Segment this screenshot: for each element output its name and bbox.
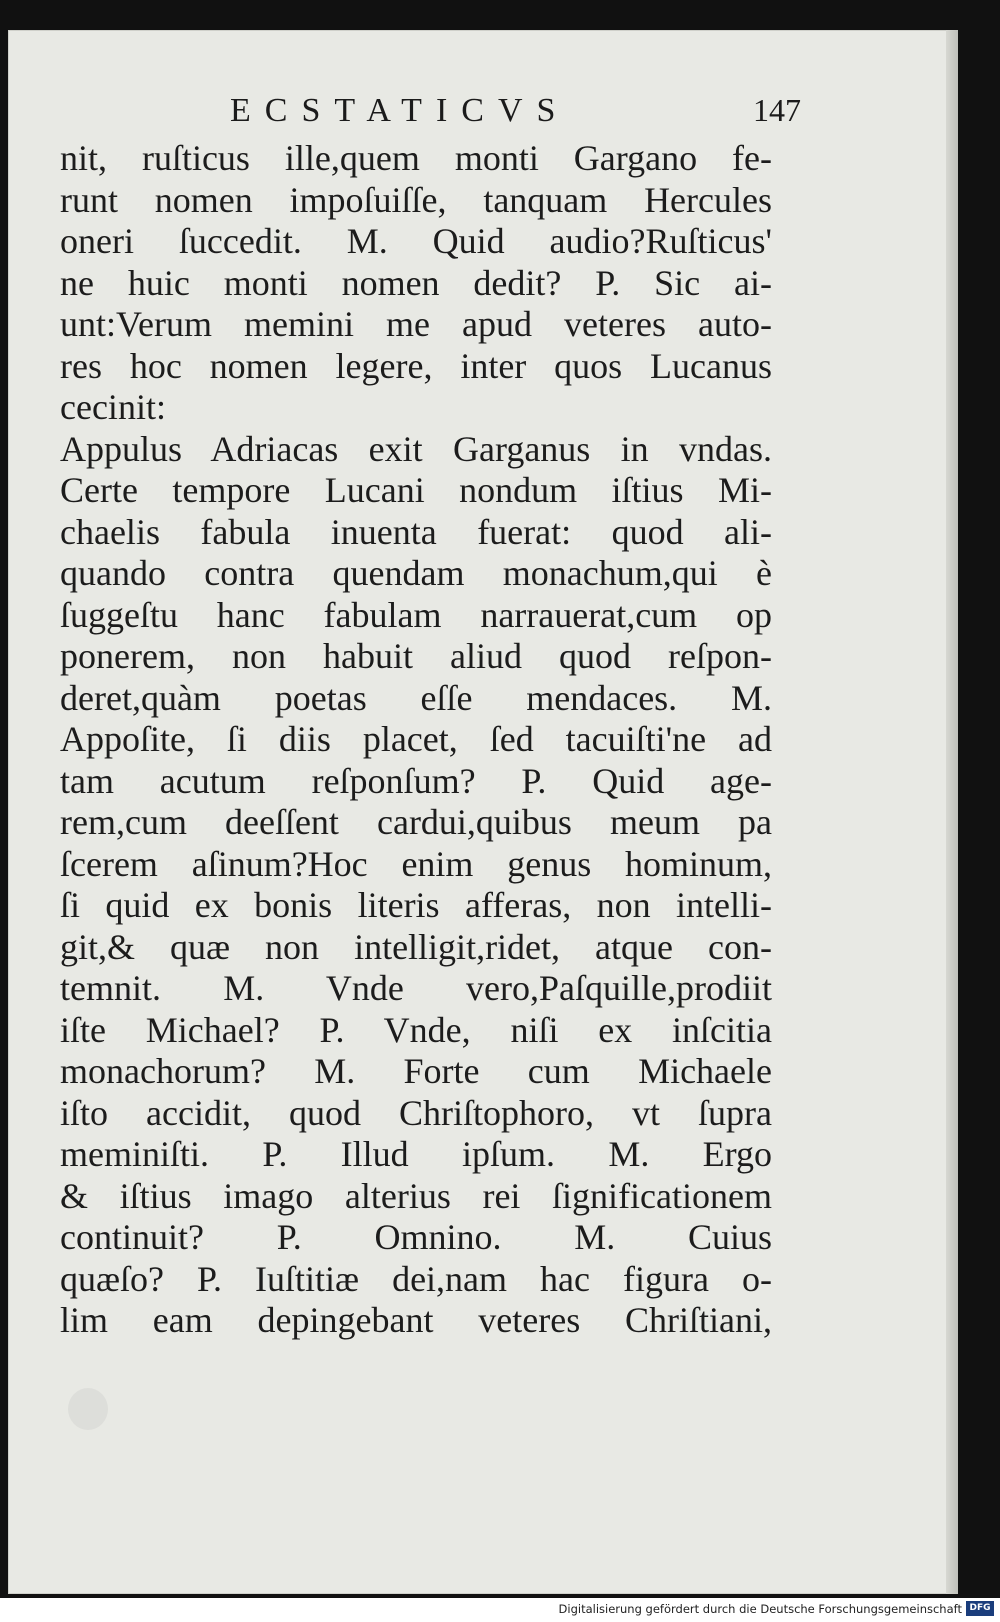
text-line-14: deret,quàm poetas eſſe mendaces. M. — [60, 677, 772, 718]
text-line-4: ne huic monti nomen dedit? P. Sic ai- — [60, 262, 772, 303]
text-line-20: git,& quæ non intelligit,ridet, atque con- — [60, 926, 772, 967]
text-line-1: nit, ruſticus ille,quem monti Gargano fe- — [60, 138, 772, 178]
text-line-12: ſuggeſtu hanc fabulam narrauerat,cum op — [60, 594, 772, 635]
funding-credit: Digitalisierung gefördert durch die Deutsche Forschungsgemeinschaft — [558, 1602, 962, 1616]
verse-quotation: Appulus Adriacas exit Garganus in vndas. — [60, 428, 772, 469]
body-text — [60, 138, 772, 1342]
text-line-6: res hoc nomen legere, inter quos Lucanus — [60, 345, 772, 386]
text-line-24: iſto accidit, quod Chriſtophoro, vt ſupra — [60, 1092, 772, 1133]
text-line-11: quando contra quendam monachum,qui è — [60, 553, 772, 593]
text-line-29: lim eam depingebant veteres Chriſtiani, — [60, 1300, 772, 1340]
text-line-16: tam acutum reſponſum? P. Quid age- — [60, 760, 772, 801]
text-line-7: cecinit: — [60, 387, 166, 427]
text-line-19: ſi quid ex bonis literis afferas, non intelli- — [60, 885, 772, 925]
text-line-2: runt nomen impoſuiſſe, tanquam Hercules — [60, 179, 772, 220]
text-line-23: monachorum? M. Forte cum Michaele — [60, 1051, 772, 1091]
page-header — [8, 92, 958, 136]
text-line-3: oneri ſuccedit. M. Quid audio?Ruſticus' — [60, 221, 772, 261]
text-line-15: Appoſite, ſi diis placet, ſed tacuiſti'ne ad — [60, 719, 772, 759]
ink-smudge — [68, 1388, 108, 1430]
text-line-22: iſte Michael? P. Vnde, niſi ex inſcitia — [60, 1009, 772, 1050]
text-line-27: continuit? P. Omnino. M. Cuius — [60, 1217, 772, 1257]
running-head: ECSTATICVS — [230, 92, 570, 129]
text-line-25: meminiſti. P. Illud ipſum. M. Ergo — [60, 1134, 772, 1174]
page-number: 147 — [753, 92, 801, 128]
text-line-18: ſcerem aſinum?Hoc enim genus hominum, — [60, 843, 772, 884]
dfg-logo-icon: DFG — [966, 1601, 994, 1616]
text-line-28: quæſo? P. Iuſtitiæ dei,nam hac figura o- — [60, 1258, 772, 1299]
page-edge — [946, 30, 958, 1594]
text-line-5: unt:Verum memini me apud veteres auto- — [60, 304, 772, 344]
digitization-footer — [0, 1598, 1000, 1622]
text-line-9: Certe tempore Lucani nondum iſtius Mi- — [60, 470, 772, 510]
text-line-13: ponerem, non habuit aliud quod reſpon- — [60, 636, 772, 676]
book-page — [8, 30, 958, 1594]
text-line-21: temnit. M. Vnde vero,Paſquille,prodiit — [60, 968, 772, 1008]
text-line-26: & iſtius imago alterius rei ſignificationem — [60, 1175, 772, 1216]
text-line-17: rem,cum deeſſent cardui,quibus meum pa — [60, 802, 772, 842]
text-line-10: chaelis fabula inuenta fuerat: quod ali- — [60, 511, 772, 552]
